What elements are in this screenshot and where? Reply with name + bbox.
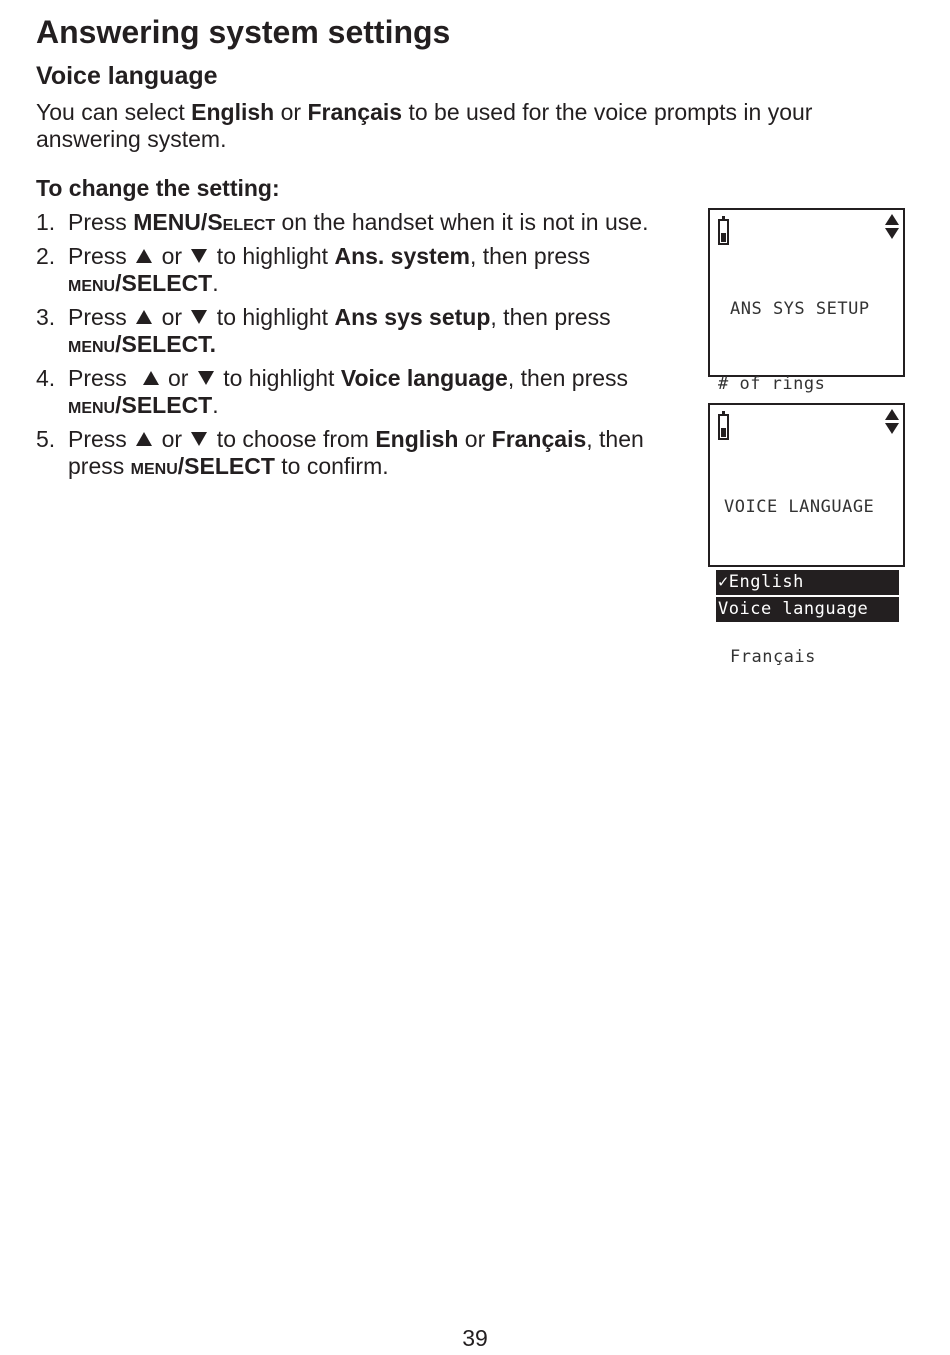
menu-key-label: menu <box>130 453 178 479</box>
step-3 <box>36 304 701 358</box>
lcd-menu <box>716 445 899 720</box>
select-key-label: /SELECT <box>115 392 213 418</box>
step-text: or <box>155 426 189 452</box>
up-arrow-icon <box>136 432 152 446</box>
select-key-label: Select <box>207 209 276 235</box>
select-key-label: /SELECT. <box>115 331 217 357</box>
option-english: English <box>375 426 459 452</box>
intro-text: or <box>274 99 308 125</box>
steps-list <box>36 209 701 487</box>
step-text: to confirm. <box>274 453 389 479</box>
down-arrow-icon <box>191 432 207 446</box>
down-arrow-icon <box>191 249 207 263</box>
scroll-arrows-icon <box>884 409 900 435</box>
menu-option-ans-sys-setup: Ans sys setup <box>334 304 491 330</box>
step-text: . <box>212 270 219 296</box>
step-number: 4. <box>36 365 56 391</box>
select-key-label: /SELECT <box>177 453 275 479</box>
step-text: to choose from <box>210 426 376 452</box>
up-arrow-icon <box>136 249 152 263</box>
step-1 <box>36 209 701 236</box>
procedure-heading: To change the setting: <box>36 175 280 201</box>
menu-key-label: MENU/ <box>133 209 208 235</box>
step-text: or <box>155 304 189 330</box>
lcd-title: ANS SYS SETUP <box>730 299 870 319</box>
step-text: Press <box>68 304 134 330</box>
section-title: Voice language <box>36 62 218 90</box>
lcd-title: VOICE LANGUAGE <box>724 497 875 517</box>
step-text: Press <box>68 243 134 269</box>
step-text: , then press <box>68 426 644 479</box>
step-text: Press <box>68 209 134 235</box>
up-arrow-icon <box>143 371 159 385</box>
down-arrow-icon <box>191 310 207 324</box>
step-text: to highlight <box>216 365 341 391</box>
intro-text: You can select <box>36 99 192 125</box>
option-francais: Français <box>491 426 587 452</box>
menu-key-label: menu <box>68 392 116 418</box>
step-4 <box>36 365 701 419</box>
menu-option-ans-system: Ans. system <box>334 243 470 269</box>
step-5 <box>36 426 701 480</box>
intro-paragraph <box>36 99 916 153</box>
menu-option-voice-language: Voice language <box>340 365 508 391</box>
step-text: to highlight <box>210 304 335 330</box>
step-text: to highlight <box>210 243 335 269</box>
page-number: 39 <box>462 1325 488 1351</box>
step-text: Press <box>68 365 140 391</box>
intro-english: English <box>191 99 275 125</box>
intro-francais: Français <box>307 99 403 125</box>
handset-screen-voice-language <box>708 403 905 667</box>
step-text: on the handset when it is not in use. <box>275 209 649 235</box>
step-text: or <box>161 365 195 391</box>
step-text: Press <box>68 426 134 452</box>
step-text: or <box>155 243 189 269</box>
lcd-item: # of rings <box>718 374 826 394</box>
up-arrow-icon <box>136 310 152 324</box>
lcd-item-highlighted: ✓English <box>716 570 899 595</box>
step-2 <box>36 243 701 297</box>
battery-icon <box>718 219 729 245</box>
step-text: , then press <box>507 365 629 391</box>
lcd-item-highlighted: Voice language <box>716 597 899 622</box>
down-arrow-icon <box>198 371 214 385</box>
menu-key-label: menu <box>68 331 116 357</box>
step-text: , then press <box>469 243 591 269</box>
step-text: . <box>212 392 219 418</box>
step-number: 1. <box>36 209 56 235</box>
battery-icon <box>718 414 729 440</box>
step-text: or <box>458 426 492 452</box>
step-text: , then press <box>490 304 611 330</box>
menu-key-label: menu <box>68 270 116 296</box>
intro-text: to be used for the voice prompts in your answering system. <box>36 99 813 152</box>
step-number: 3. <box>36 304 56 330</box>
lcd-item: Français <box>730 647 816 667</box>
select-key-label: /SELECT <box>115 270 213 296</box>
step-number: 2. <box>36 243 56 269</box>
page-title: Answering system settings <box>36 14 451 50</box>
scroll-arrows-icon <box>884 214 900 240</box>
step-number: 5. <box>36 426 56 452</box>
